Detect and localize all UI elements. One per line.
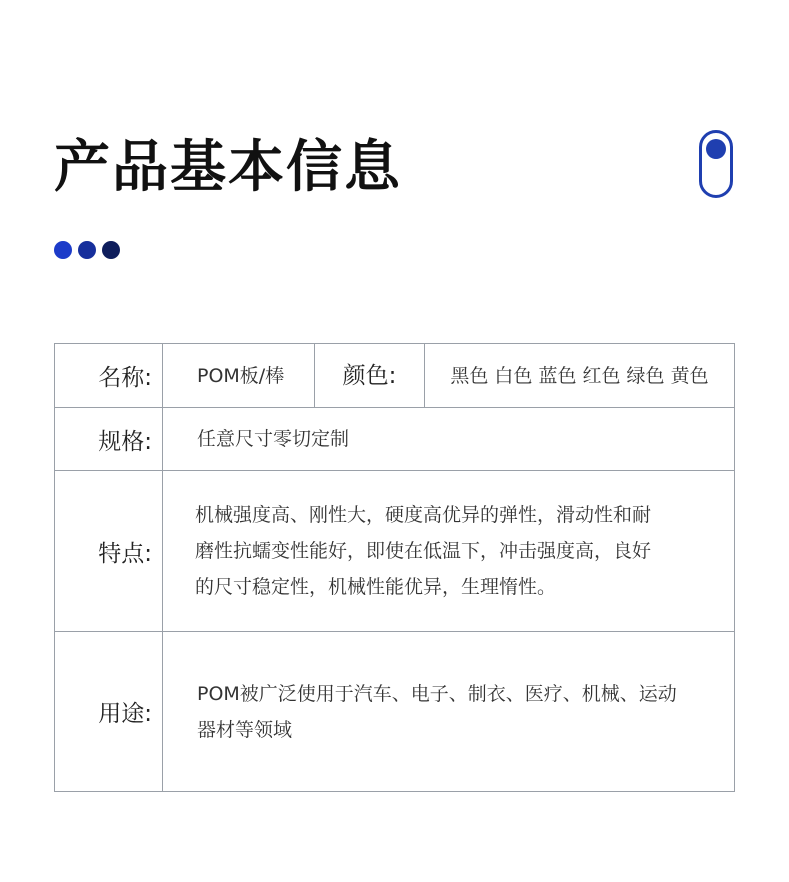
usage-value <box>163 632 734 791</box>
page-title: 产品基本信息 <box>54 135 402 200</box>
name-label: 名称: <box>55 344 163 407</box>
feature-label: 特点: <box>55 471 163 631</box>
decorative-dots <box>54 241 120 259</box>
color-value: 黑色 白色 蓝色 红色 绿色 黄色 <box>450 364 709 387</box>
color-label: 颜色: <box>315 344 425 407</box>
usage-label: 用途: <box>55 632 163 791</box>
table-row-feature <box>55 471 734 632</box>
spec-value: 任意尺寸零切定制 <box>197 428 350 450</box>
spec-label: 规格: <box>55 408 163 470</box>
name-value: POM板/棒 <box>163 344 315 407</box>
table-row-spec <box>55 408 734 471</box>
dot-3 <box>102 241 120 259</box>
toggle-switch-icon <box>699 130 733 198</box>
usage-text: POM被广泛使用于汽车、电子、制衣、医疗、机械、运动 器材等领域 <box>197 682 677 741</box>
dot-1 <box>54 241 72 259</box>
product-info-table <box>54 343 735 792</box>
feature-value <box>163 471 734 631</box>
table-row-name-color <box>55 344 734 408</box>
dot-2 <box>78 241 96 259</box>
toggle-knob <box>706 139 726 159</box>
table-row-usage <box>55 632 734 791</box>
feature-text: 机械强度高、刚性大，硬度高优异的弹性，滑动性和耐 磨性抗蠕变性能好，即使在低温下，冲击强度高，良好 的尺寸稳定性，机械性能优异，生理惰性。 <box>195 504 652 598</box>
